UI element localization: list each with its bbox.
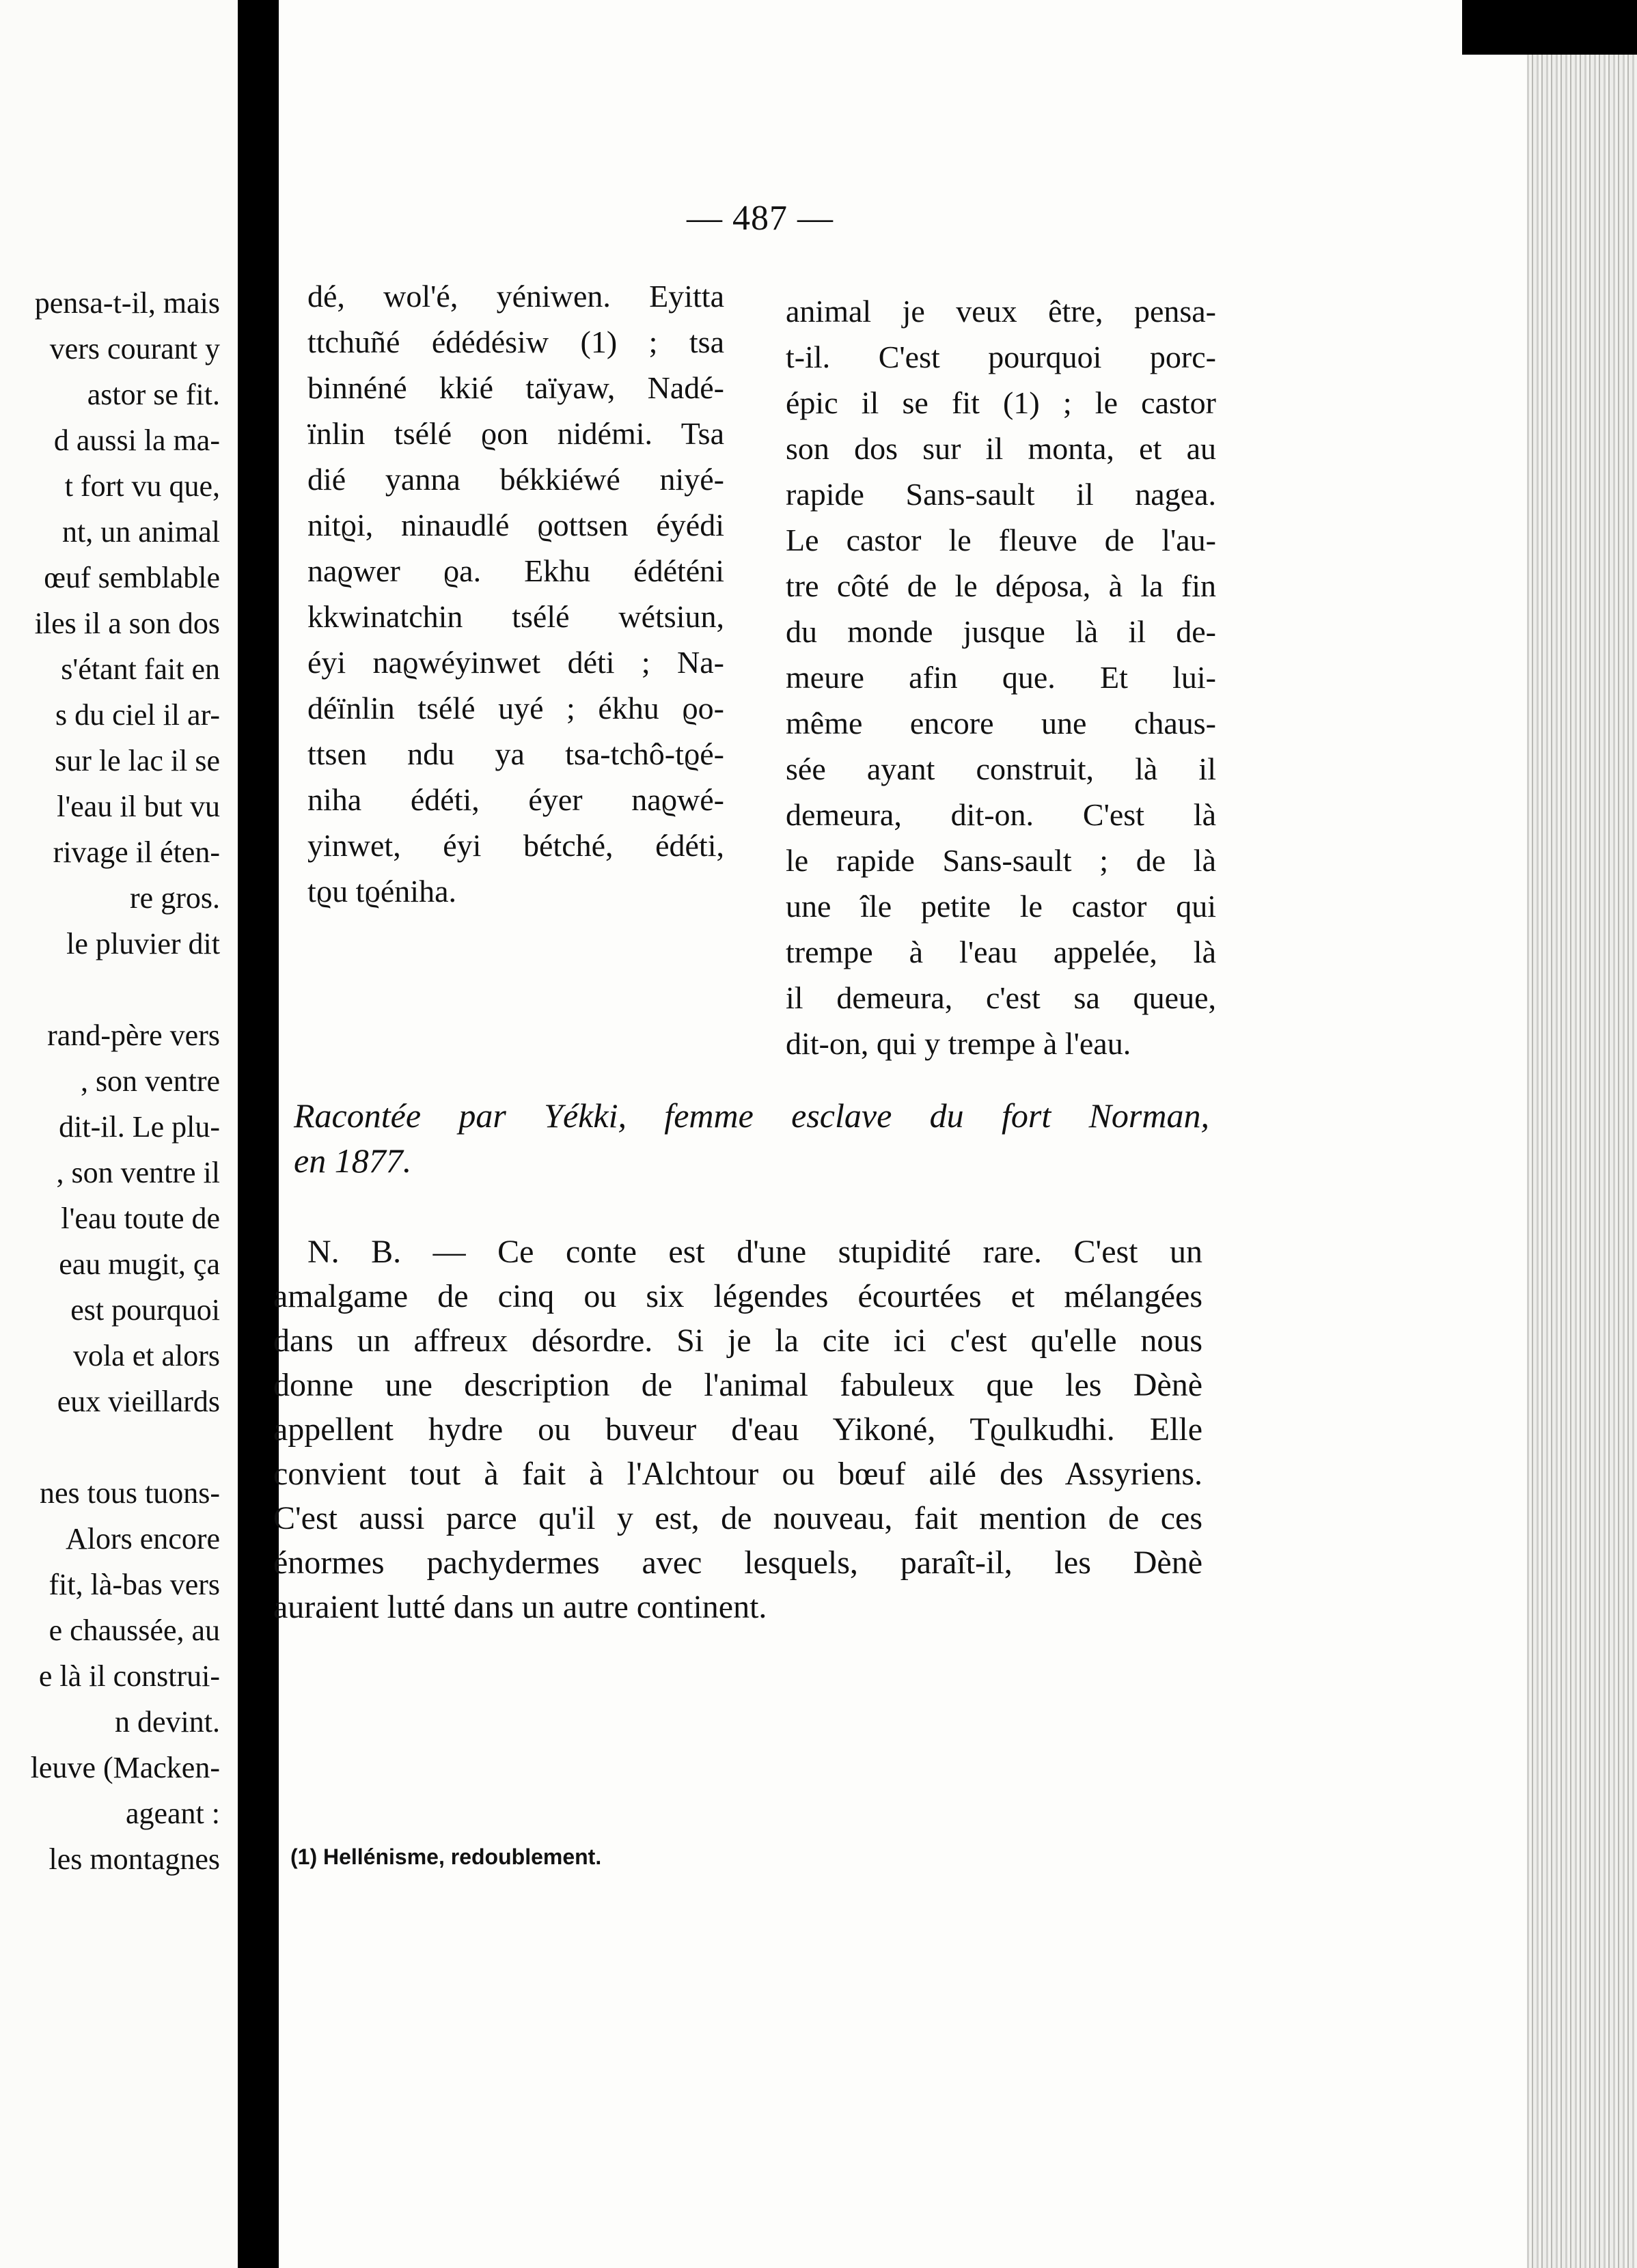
text-line: dit-il. Le plu-: [59, 1110, 220, 1144]
note-line: C'est aussi parce qu'il y est, de nouveau, fait mention de ces: [273, 1500, 1202, 1536]
text-line: e chaussée, au: [49, 1614, 220, 1647]
text-line: d aussi la ma-: [53, 424, 220, 457]
text-line: re gros.: [130, 881, 220, 915]
text-line: e là il construi-: [38, 1659, 220, 1693]
text-line: dé, wol'é, yéniwen. Eyitta: [307, 279, 724, 314]
text-line: ttchuñé édédésiw (1) ; tsa: [307, 324, 724, 359]
text-line: [0, 1424, 220, 1470]
text-line: animal je veux être, pensa-: [786, 294, 1216, 329]
text-line: ageant :: [125, 1797, 220, 1830]
text-line: nes tous tuons-: [40, 1476, 220, 1510]
scan-border: [1462, 0, 1637, 55]
text-line: rapide Sans-sault il nagea.: [786, 477, 1216, 512]
column-left: [307, 273, 724, 914]
note-line: amalgame de cinq ou six légendes écourtées et mélangées: [273, 1278, 1202, 1314]
note-line: énormes pachydermes avec lesquels, paraît-il, les Dènè: [273, 1545, 1202, 1581]
text-line: t fort vu que,: [64, 469, 220, 503]
text-line: iles il a son dos: [34, 607, 220, 640]
text-line: une île petite le castor qui: [786, 889, 1216, 924]
text-line: niha édéti, éyer naϱwé-: [307, 782, 724, 817]
text-line: , son ventre il: [56, 1156, 220, 1189]
note-line: auraient lutté dans un autre continent.: [273, 1589, 767, 1625]
text-line: nitϱi, ninaudlé ϱottsen éyédi: [307, 508, 724, 542]
note-paragraph: [273, 1230, 1202, 1629]
note-line: N. B. — Ce conte est d'une stupidité rare. C'est un: [307, 1234, 1202, 1270]
text-line: demeura, dit-on. C'est là: [786, 797, 1216, 832]
text-line: eux vieillards: [57, 1385, 220, 1418]
text-line: sur le lac il se: [55, 744, 220, 777]
text-line: épic il se fit (1) ; le castor: [786, 385, 1216, 420]
text-line: dit-on, qui y trempe à l'eau.: [786, 1026, 1131, 1061]
footnote: (1) Hellénisme, redoublement.: [290, 1844, 602, 1869]
text-line: binnéné kkié taïyaw, Nadé-: [307, 370, 724, 405]
text-line: œuf semblable: [44, 561, 220, 594]
attribution-line: Racontée par Yékki, femme esclave du fort Norman,: [294, 1096, 1209, 1135]
text-line: vers courant y: [49, 332, 220, 365]
attribution: [294, 1093, 1209, 1183]
text-line: ttsen ndu ya tsa-tchô-tϱé-: [307, 736, 724, 771]
text-line: son dos sur il monta, et au: [786, 431, 1216, 466]
note-line: donne une description de l'animal fabuleux que les Dènè: [273, 1367, 1202, 1403]
text-line: fit, là-bas vers: [49, 1568, 220, 1601]
note-line: appellent hydre ou buveur d'eau Yikoné, Tϱulkudhi. Elle: [273, 1411, 1202, 1448]
text-line: eau mugit, ça: [59, 1247, 220, 1281]
text-line: est pourquoi: [70, 1293, 220, 1327]
text-line: l'eau toute de: [61, 1202, 220, 1235]
text-line: éyi naϱwéyinwet déti ; Na-: [307, 645, 724, 680]
text-line: déïnlin tsélé uyé ; ékhu ϱo-: [307, 691, 724, 725]
text-line: astor se fit.: [87, 378, 220, 411]
text-line: tϱu tϱéniha.: [307, 874, 456, 909]
book-gutter: [238, 0, 279, 2268]
text-line: [0, 967, 220, 1012]
note-line: convient tout à fait à l'Alchtour ou bœuf ailé des Assyriens.: [273, 1456, 1202, 1492]
text-line: nt, un animal: [62, 515, 220, 549]
left-page: [0, 0, 238, 2268]
text-line: rand-père vers: [47, 1019, 220, 1052]
text-line: s du ciel il ar-: [55, 698, 220, 732]
page-number: — 487 —: [687, 199, 834, 238]
text-line: du monde jusque là il de-: [786, 614, 1216, 649]
text-line: même encore une chaus-: [786, 706, 1216, 741]
text-line: n devint.: [115, 1705, 220, 1739]
text-line: Alors encore: [65, 1522, 220, 1555]
left-page-text: [0, 280, 220, 1882]
text-line: rivage il éten-: [53, 835, 220, 869]
text-line: l'eau il but vu: [57, 790, 220, 823]
text-line: les montagnes: [49, 1842, 220, 1876]
text-line: trempe à l'eau appelée, là: [786, 935, 1216, 969]
text-line: le rapide Sans-sault ; de là: [786, 843, 1216, 878]
text-line: s'étant fait en: [61, 652, 220, 686]
text-line: dié yanna békkiéwé niyé-: [307, 462, 724, 497]
text-line: , son ventre: [80, 1064, 220, 1098]
note-line: dans un affreux désordre. Si je la cite ici c'est qu'elle nous: [273, 1323, 1202, 1359]
column-right: [786, 288, 1216, 1066]
text-line: kkwinatchin tsélé wétsiun,: [307, 599, 724, 634]
text-line: t-il. C'est pourquoi porc-: [786, 340, 1216, 374]
text-line: tre côté de le déposa, à la fin: [786, 568, 1216, 603]
text-line: vola et alors: [72, 1339, 220, 1372]
text-line: meure afin que. Et lui-: [786, 660, 1216, 695]
attribution-line: en 1877.: [294, 1142, 412, 1180]
text-line: le pluvier dit: [66, 927, 220, 960]
text-line: yinwet, éyi bétché, édéti,: [307, 828, 724, 863]
text-line: ïnlin tsélé ϱon nidémi. Tsa: [307, 416, 724, 451]
text-line: Le castor le fleuve de l'au-: [786, 523, 1216, 557]
page-edges: [1527, 41, 1637, 2268]
text-line: pensa-t-il, mais: [34, 286, 220, 320]
text-line: naϱwer ϱa. Ekhu édéténi: [307, 553, 724, 588]
text-line: il demeura, c'est sa queue,: [786, 980, 1216, 1015]
text-line: sée ayant construit, là il: [786, 751, 1216, 786]
text-line: leuve (Macken-: [30, 1751, 220, 1784]
